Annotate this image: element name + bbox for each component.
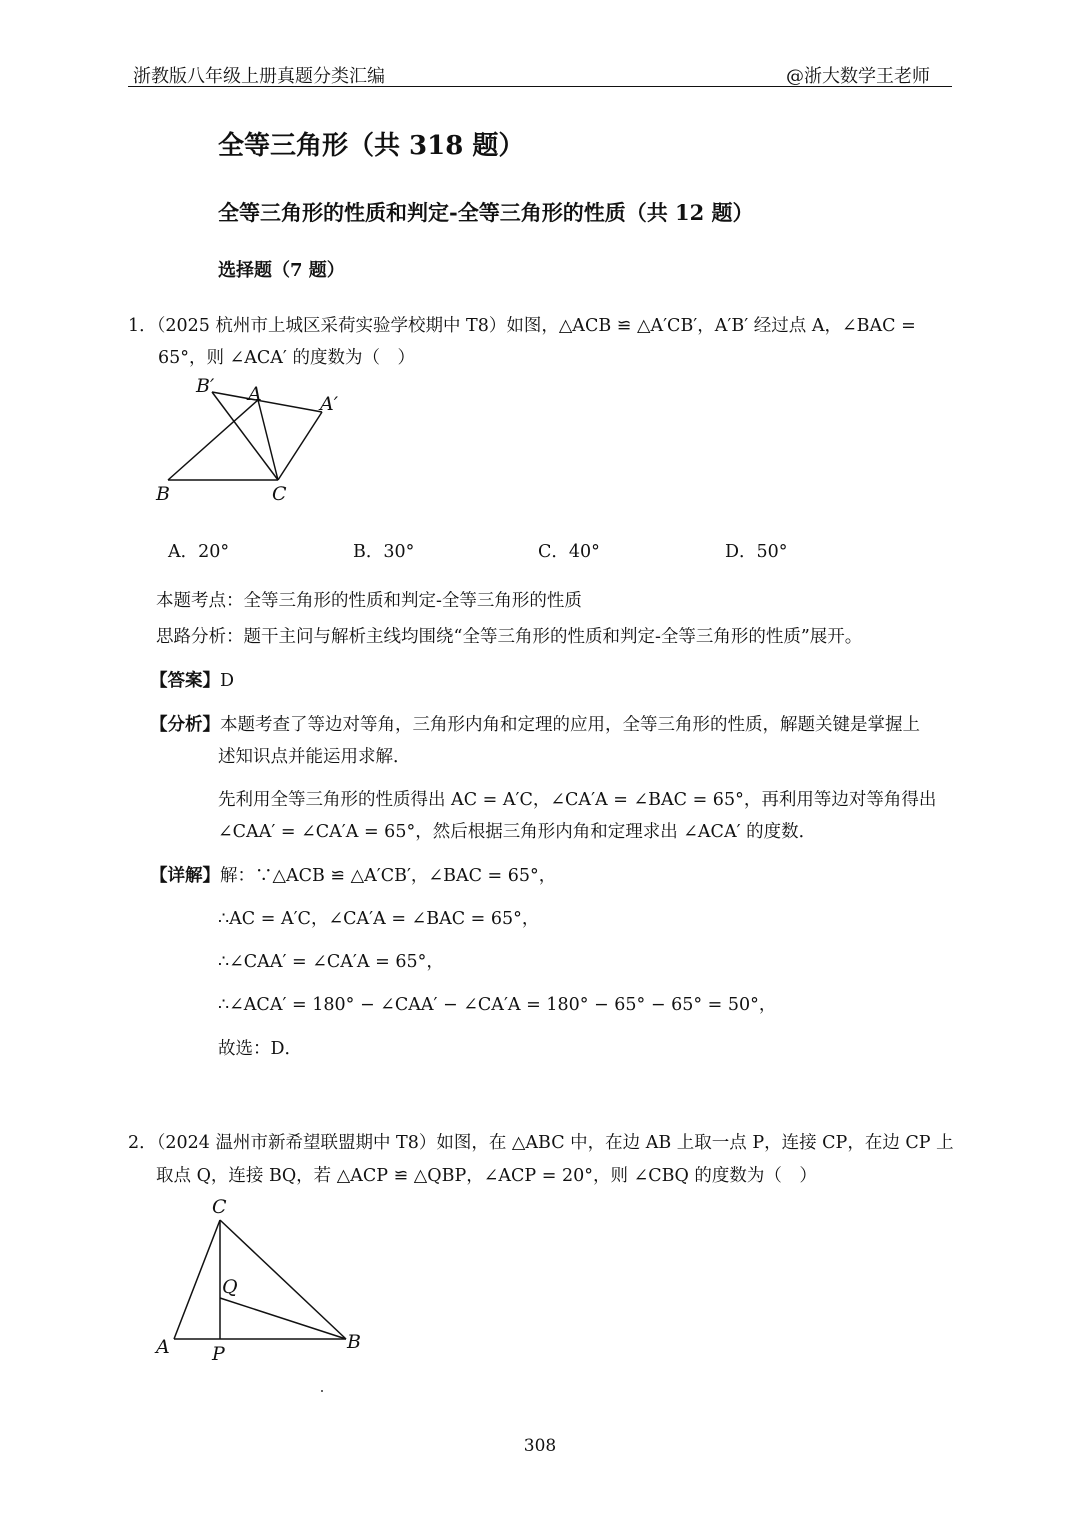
label-p: P bbox=[212, 1343, 225, 1365]
section-subtitle: 全等三角形的性质和判定-全等三角形的性质（共 12 题） bbox=[218, 200, 754, 225]
q1-detail-line1: 【详解】解：∵△ACB ≌ △A′CB′，∠BAC = 65°， bbox=[150, 866, 557, 886]
q1-option-d: D．50° bbox=[725, 542, 788, 562]
q1-stem-line1: 1．（2025 杭州市上城区采荷实验学校期中 T8）如图，△ACB ≌ △A′CB′，A′B′ 经过点 A，∠BAC = bbox=[128, 316, 916, 336]
question-type-heading: 选择题（7 题） bbox=[218, 260, 345, 281]
label-a: A bbox=[156, 1336, 170, 1358]
answer-tag: 【答案】 bbox=[150, 671, 220, 691]
header-left: 浙教版八年级上册真题分类汇编 bbox=[133, 66, 385, 87]
q1-answer bbox=[150, 667, 234, 692]
stray-dot bbox=[321, 1390, 323, 1392]
q1-knowledge-point: 本题考点：全等三角形的性质和判定-全等三角形的性质 bbox=[156, 591, 582, 611]
seg-aprime-c bbox=[278, 412, 322, 480]
q1-detail-line2: ∴AC = A′C，∠CA′A = ∠BAC = 65°， bbox=[218, 909, 540, 929]
page-number: 308 bbox=[523, 1436, 557, 1456]
q1-stem-line2: 65°，则 ∠ACA′ 的度数为（ ） bbox=[158, 348, 415, 368]
seg-b-a bbox=[168, 400, 258, 480]
label-b: B bbox=[156, 483, 170, 505]
label-c: C bbox=[272, 483, 287, 505]
q1-analysis-line4: ∠CAA′ = ∠CA′A = 65°，然后根据三角形内角和定理求出 ∠ACA′ 的度数． bbox=[218, 822, 817, 842]
header-right: @浙大数学王老师 bbox=[786, 66, 930, 87]
q1-option-a: A．20° bbox=[168, 542, 230, 562]
seg-bprime-c bbox=[212, 392, 278, 480]
q1-option-b: B．30° bbox=[353, 542, 415, 562]
q1-approach: 思路分析：题干主问与解析主线均围绕“全等三角形的性质和判定-全等三角形的性质”展开。 bbox=[156, 627, 863, 647]
header-divider bbox=[128, 86, 952, 87]
q1-analysis-line3: 先利用全等三角形的性质得出 AC = A′C，∠CA′A = ∠BAC = 65°，再利用等边对等角得出 bbox=[218, 790, 937, 810]
q1-option-c: C．40° bbox=[538, 542, 600, 562]
q2-stem-line1: 2．（2024 温州市新希望联盟期中 T8）如图，在 △ABC 中，在边 AB 上取一点 P，连接 CP，在边 CP 上 bbox=[128, 1133, 954, 1153]
seg-c-b bbox=[220, 1220, 346, 1339]
answer-value: D bbox=[220, 671, 235, 691]
label-a: A bbox=[248, 383, 262, 405]
label-b: B bbox=[347, 1331, 361, 1353]
q1-analysis-line1: 【分析】本题考查了等边对等角，三角形内角和定理的应用，全等三角形的性质，解题关键是掌握上 bbox=[150, 715, 920, 735]
q2-stem-line2: 取点 Q，连接 BQ，若 △ACP ≌ △QBP，∠ACP = 20°，则 ∠CBQ 的度数为（ ） bbox=[156, 1166, 817, 1186]
detail-tag: 【详解】 bbox=[150, 866, 220, 886]
page-title: 全等三角形（共 318 题） bbox=[218, 131, 525, 161]
label-c: C bbox=[212, 1196, 227, 1218]
seg-q-b bbox=[220, 1298, 346, 1339]
q1-figure bbox=[150, 372, 350, 512]
label-a-prime: A′ bbox=[320, 393, 339, 415]
label-q: Q bbox=[222, 1276, 238, 1298]
seg-a-c bbox=[258, 400, 278, 480]
seg-a-c bbox=[174, 1220, 220, 1339]
analysis-tag: 【分析】 bbox=[150, 715, 220, 735]
seg-bprime-aprime bbox=[212, 392, 322, 412]
q2-figure bbox=[150, 1192, 380, 1372]
label-b-prime: B′ bbox=[196, 375, 215, 397]
q1-detail-line4: ∴∠ACA′ = 180° − ∠CAA′ − ∠CA′A = 180° − 65° − 65° = 50°， bbox=[218, 995, 777, 1015]
q1-detail-line3: ∴∠CAA′ = ∠CA′A = 65°， bbox=[218, 952, 444, 972]
q1-analysis-line2: 述知识点并能运用求解． bbox=[218, 747, 411, 767]
q1-detail-line5: 故选：D． bbox=[218, 1039, 303, 1059]
